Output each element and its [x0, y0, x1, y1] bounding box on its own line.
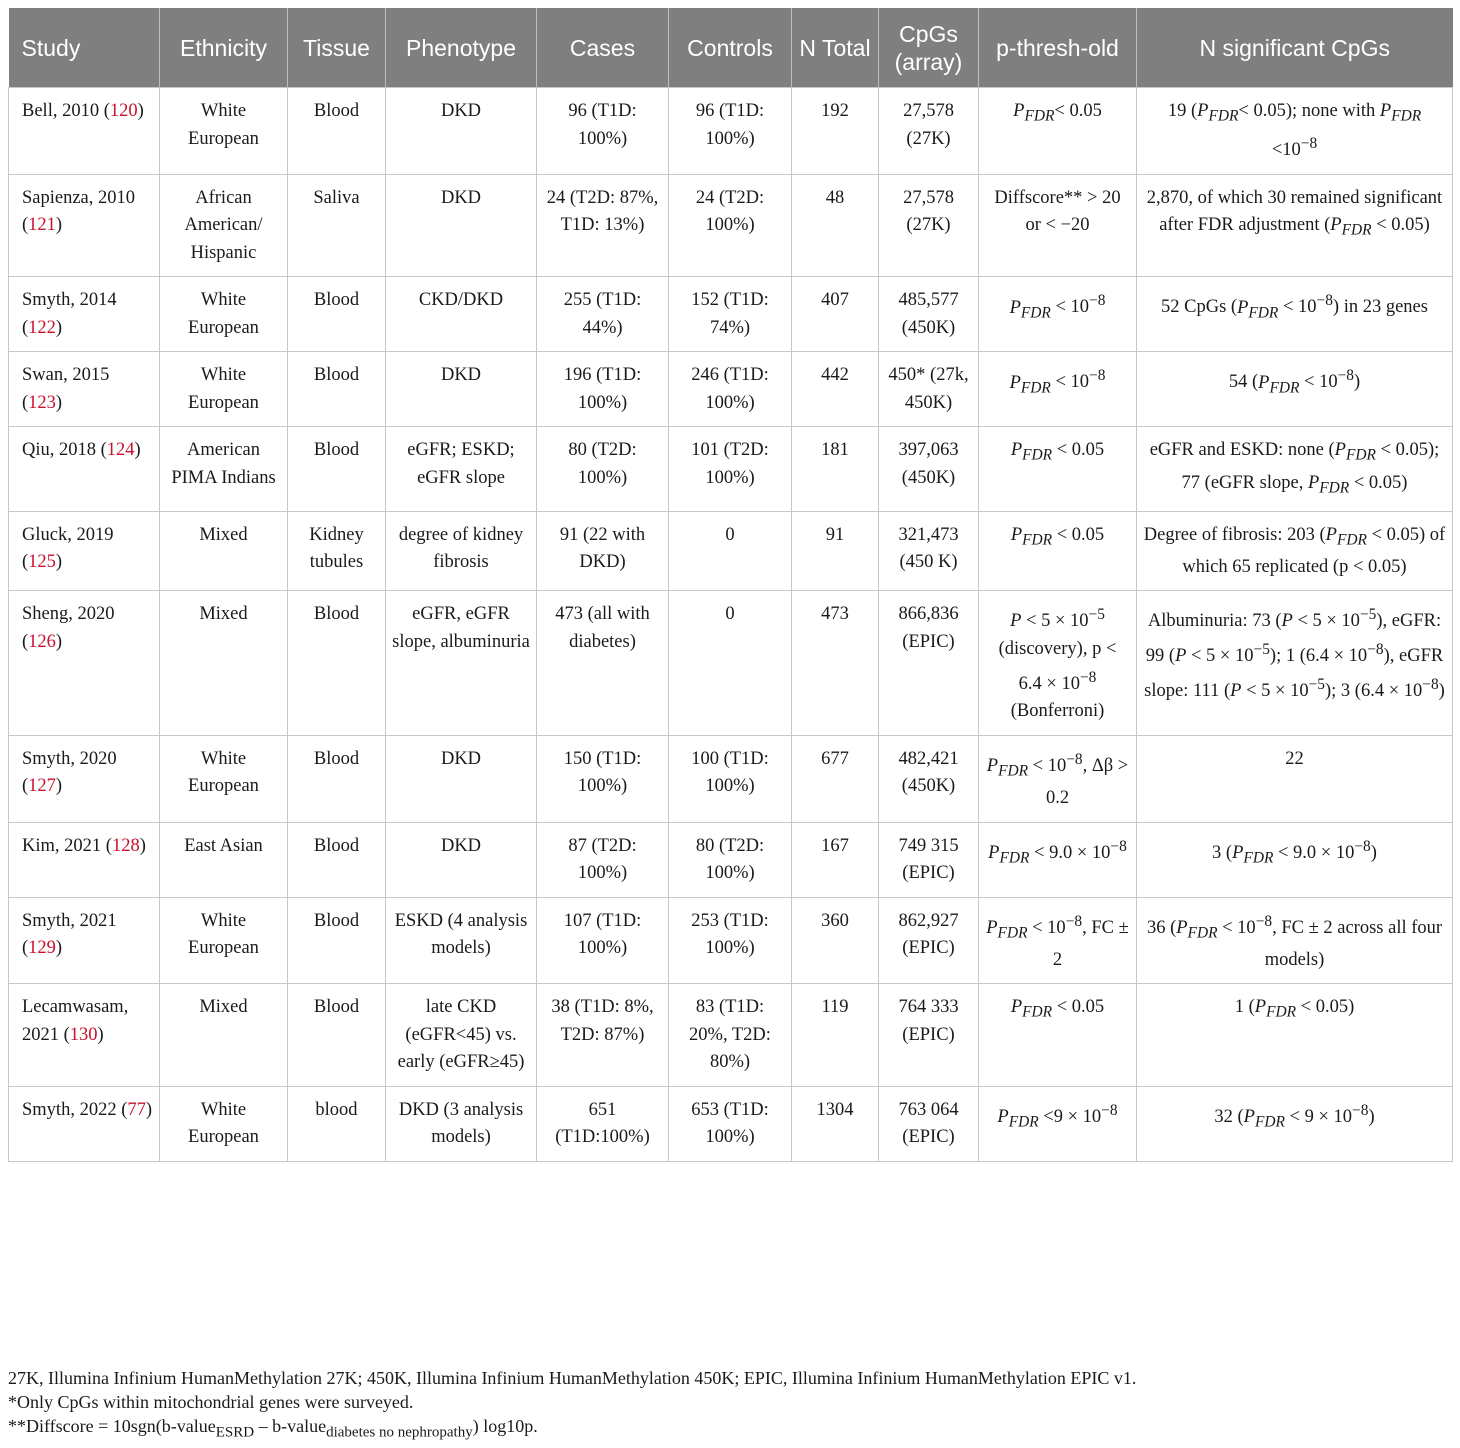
cell-controls: 80 (T2D: 100%) — [669, 822, 792, 897]
table-row — [9, 174, 1453, 277]
cell-phenotype: DKD — [386, 88, 537, 175]
reference-link[interactable]: 122 — [28, 317, 56, 338]
cell-study: Smyth, 2014 (122) — [9, 277, 160, 352]
cell-phenotype: DKD — [386, 174, 537, 277]
cell-phenotype: DKD (3 analysis models) — [386, 1086, 537, 1161]
cell-n-total: 119 — [792, 984, 879, 1087]
cell-cases: 91 (22 with DKD) — [537, 511, 669, 591]
cell-tissue: Blood — [288, 88, 386, 175]
cell-phenotype: DKD — [386, 735, 537, 822]
cell-n-total: 181 — [792, 427, 879, 511]
column-header-ethnicity: Ethnicity — [160, 8, 288, 88]
column-header-n-total: N Total — [792, 8, 879, 88]
cell-p-threshold: Diffscore** > 20 or < −20 — [979, 174, 1137, 277]
cell-tissue: Blood — [288, 984, 386, 1087]
column-header-controls: Controls — [669, 8, 792, 88]
table-row — [9, 897, 1453, 984]
cell-cpgs: 764 333 (EPIC) — [879, 984, 979, 1087]
study-name: Swan, 2015 — [22, 365, 110, 386]
cell-cases: 196 (T1D: 100%) — [537, 352, 669, 427]
column-header-cpgs-array: CpGs (array) — [879, 8, 979, 88]
cell-tissue: Blood — [288, 591, 386, 735]
column-header-tissue: Tissue — [288, 8, 386, 88]
cell-n-total: 48 — [792, 174, 879, 277]
cell-phenotype: late CKD (eGFR<45) vs. early (eGFR≥45) — [386, 984, 537, 1087]
cell-n-significant: 22 — [1137, 735, 1453, 822]
reference-link[interactable]: 130 — [69, 1024, 98, 1045]
cell-phenotype: CKD/DKD — [386, 277, 537, 352]
study-name: Smyth, 2022 — [22, 1099, 117, 1120]
cell-n-total: 360 — [792, 897, 879, 984]
cell-n-total: 1304 — [792, 1086, 879, 1161]
cell-cpgs: 397,063 (450K) — [879, 427, 979, 511]
table-row — [9, 352, 1453, 427]
table-row — [9, 277, 1453, 352]
reference-link[interactable]: 124 — [106, 440, 135, 461]
cell-controls: 152 (T1D: 74%) — [669, 277, 792, 352]
column-header-p-threshold: p-thresh-old — [979, 8, 1137, 88]
cell-tissue: Blood — [288, 277, 386, 352]
cell-cpgs: 862,927 (EPIC) — [879, 897, 979, 984]
study-name: Sheng, 2020 — [22, 604, 115, 625]
table-body — [9, 88, 1453, 1162]
reference-link[interactable]: 127 — [28, 776, 56, 797]
cell-controls: 24 (T2D: 100%) — [669, 174, 792, 277]
cell-cases: 87 (T2D: 100%) — [537, 822, 669, 897]
cell-tissue: Blood — [288, 735, 386, 822]
table-row — [9, 1086, 1453, 1161]
column-header-study: Study — [9, 8, 160, 88]
reference-link[interactable]: 126 — [28, 631, 56, 652]
cell-phenotype: DKD — [386, 352, 537, 427]
cell-cases: 107 (T1D: 100%) — [537, 897, 669, 984]
cell-study: Sapienza, 2010 (121) — [9, 174, 160, 277]
cell-cases: 96 (T1D: 100%) — [537, 88, 669, 175]
cell-study: Bell, 2010 (120) — [9, 88, 160, 175]
cell-ethnicity: White European — [160, 1086, 288, 1161]
cell-p-threshold: $P_{FDR} <9 \times 10^{-8}$ — [979, 1086, 1137, 1161]
cell-controls: 96 (T1D: 100%) — [669, 88, 792, 175]
table-header-row — [9, 8, 1453, 88]
table-row — [9, 88, 1453, 175]
cell-n-total: 442 — [792, 352, 879, 427]
cell-study: Smyth, 2020 (127) — [9, 735, 160, 822]
cell-cases: 651 (T1D:100%) — [537, 1086, 669, 1161]
cell-p-threshold: $P_{FDR} < 10^{-8}$ — [979, 277, 1137, 352]
cell-n-total: 407 — [792, 277, 879, 352]
cell-cases: 38 (T1D: 8%, T2D: 87%) — [537, 984, 669, 1087]
cell-controls: 101 (T2D: 100%) — [669, 427, 792, 511]
column-header-cases: Cases — [537, 8, 669, 88]
cell-controls: 653 (T1D: 100%) — [669, 1086, 792, 1161]
cell-study: Smyth, 2022 (77) — [9, 1086, 160, 1161]
cell-p-threshold: $P_{FDR} < 0.05$ — [979, 511, 1137, 591]
cell-p-threshold: $P_{FDR} < 9.0 \times 10^{-8}$ — [979, 822, 1137, 897]
cell-phenotype: DKD — [386, 822, 537, 897]
cell-p-threshold: $P_{FDR} < 10^{-8}$, FC ± 2 — [979, 897, 1137, 984]
cell-controls: 0 — [669, 511, 792, 591]
cell-n-significant: Degree of fibrosis: 203 $(P_{FDR} < 0.05)$ of which 65 replicated (p < 0.05) — [1137, 511, 1453, 591]
cell-study: Qiu, 2018 (124) — [9, 427, 160, 511]
table-row — [9, 511, 1453, 591]
cell-ethnicity: White European — [160, 352, 288, 427]
cell-ethnicity: Mixed — [160, 984, 288, 1087]
cell-p-threshold: $P_{FDR} < 0.05$ — [979, 427, 1137, 511]
table-row — [9, 735, 1453, 822]
cell-n-total: 91 — [792, 511, 879, 591]
column-header-phenotype: Phenotype — [386, 8, 537, 88]
cell-n-total: 167 — [792, 822, 879, 897]
cell-cpgs: 749 315 (EPIC) — [879, 822, 979, 897]
footnote: 27K, Illumina Infinium HumanMethylation 27K; 450K, Illumina Infinium HumanMethylation 450K; EPIC, Illumina Infinium HumanMethylation EPIC v1. — [8, 1368, 1137, 1388]
table-row — [9, 984, 1453, 1087]
cell-ethnicity: White European — [160, 88, 288, 175]
cell-p-threshold: $P_{FDR} < 0.05$ — [979, 984, 1137, 1087]
cell-tissue: Saliva — [288, 174, 386, 277]
cell-tissue: blood — [288, 1086, 386, 1161]
cell-ethnicity: Mixed — [160, 591, 288, 735]
reference-link[interactable]: 77 — [127, 1099, 146, 1120]
cell-cases: 150 (T1D: 100%) — [537, 735, 669, 822]
study-name: Qiu, 2018 — [22, 440, 96, 461]
footnote: **Diffscore = 10sgn(b-value$_{ESRD}$ – b-value$_{diabetes no nephropathy}$) log10p. — [8, 1416, 538, 1441]
cell-cpgs: 321,473 (450 K) — [879, 511, 979, 591]
cell-study: Sheng, 2020 (126) — [9, 591, 160, 735]
cell-n-significant: Albuminuria: 73 $(P < 5 \times 10^{-5})$, eGFR: 99 $(P < 5 \times 10^{-5})$; 1 $(6.4 \times 10^{-8})$, eGFR slope: 111 $(P < 5 \times 10^{-5})$; 3 $(6.4 \times 10^{-8})$ — [1137, 591, 1453, 735]
study-name: Smyth, 2020 — [22, 748, 117, 769]
cell-n-total: 192 — [792, 88, 879, 175]
cell-phenotype: eGFR, eGFR slope, albuminuria — [386, 591, 537, 735]
cell-cpgs: 482,421 (450K) — [879, 735, 979, 822]
table-row — [9, 427, 1453, 511]
cell-study: Lecamwasam, 2021 (130) — [9, 984, 160, 1087]
cell-controls: 0 — [669, 591, 792, 735]
study-name: Smyth, 2021 — [22, 910, 117, 931]
table-row — [9, 591, 1453, 735]
cell-cpgs: 485,577 (450K) — [879, 277, 979, 352]
cell-ethnicity: Mixed — [160, 511, 288, 591]
cell-n-significant: 52 CpGs $(P_{FDR} < 10^{-8})$ in 23 genes — [1137, 277, 1453, 352]
reference-link[interactable]: 121 — [28, 215, 56, 236]
cell-study: Swan, 2015 (123) — [9, 352, 160, 427]
cell-n-total: 677 — [792, 735, 879, 822]
cell-cases: 80 (T2D: 100%) — [537, 427, 669, 511]
cell-cpgs: 450* (27k, 450K) — [879, 352, 979, 427]
cell-n-significant: 36 ($P_{FDR} < 10^{-8}$, FC ± 2 across all four models) — [1137, 897, 1453, 984]
footnote: *Only CpGs within mitochondrial genes were surveyed. — [8, 1392, 414, 1412]
cell-tissue: Blood — [288, 822, 386, 897]
cell-tissue: Blood — [288, 897, 386, 984]
column-header-n-significant-cpgs: N significant CpGs — [1137, 8, 1453, 88]
cell-controls: 100 (T1D: 100%) — [669, 735, 792, 822]
cell-p-threshold: $P_{FDR}< 0.05$ — [979, 88, 1137, 175]
cell-tissue: Blood — [288, 352, 386, 427]
reference-link[interactable]: 123 — [28, 392, 56, 413]
cell-ethnicity: White European — [160, 897, 288, 984]
cell-n-significant: eGFR and ESKD: none $(P_{FDR} < 0.05)$; 77 (eGFR slope, $P_{FDR} < 0.05$) — [1137, 427, 1453, 511]
cell-ethnicity: East Asian — [160, 822, 288, 897]
study-name: Lecamwasam, 2021 — [22, 997, 129, 1045]
cell-n-significant: 54 $(P_{FDR} < 10^{-8})$ — [1137, 352, 1453, 427]
cell-phenotype: degree of kidney fibrosis — [386, 511, 537, 591]
cell-cases: 24 (T2D: 87%, T1D: 13%) — [537, 174, 669, 277]
cell-cpgs: 763 064 (EPIC) — [879, 1086, 979, 1161]
cell-tissue: Blood — [288, 427, 386, 511]
cell-n-significant: 32 $(P_{FDR} < 9 \times 10^{-8})$ — [1137, 1086, 1453, 1161]
cell-p-threshold: $P < 5 \times 10^{-5}$ (discovery), $p < 6.4 \times 10^{-8}$ (Bonferroni) — [979, 591, 1137, 735]
cell-tissue: Kidney tubules — [288, 511, 386, 591]
cell-n-significant: 3 $(P_{FDR} < 9.0 \times 10^{-8})$ — [1137, 822, 1453, 897]
table-row — [9, 822, 1453, 897]
study-name: Smyth, 2014 — [22, 290, 117, 311]
study-name: Sapienza, 2010 — [22, 187, 136, 208]
cell-n-significant: 1 $(P_{FDR} < 0.05)$ — [1137, 984, 1453, 1087]
table-footnotes — [8, 1366, 1452, 1445]
reference-link[interactable]: 128 — [111, 835, 140, 856]
cell-ethnicity: African American/ Hispanic — [160, 174, 288, 277]
cell-cases: 255 (T1D: 44%) — [537, 277, 669, 352]
cell-controls: 83 (T1D: 20%, T2D: 80%) — [669, 984, 792, 1087]
cell-ethnicity: American PIMA Indians — [160, 427, 288, 511]
cell-cpgs: 27,578 (27K) — [879, 88, 979, 175]
cell-n-significant: 19 $(P_{FDR}< 0.05)$; none with $P_{FDR} <10^{-8}$ — [1137, 88, 1453, 175]
cell-ethnicity: White European — [160, 277, 288, 352]
cell-cpgs: 866,836 (EPIC) — [879, 591, 979, 735]
cell-study: Gluck, 2019 (125) — [9, 511, 160, 591]
cell-p-threshold: $P_{FDR} < 10^{-8}$, Δβ > 0.2 — [979, 735, 1137, 822]
methylation-studies-table — [8, 8, 1453, 1162]
cell-p-threshold: $P_{FDR} < 10^{-8}$ — [979, 352, 1137, 427]
cell-study: Kim, 2021 (128) — [9, 822, 160, 897]
cell-controls: 253 (T1D: 100%) — [669, 897, 792, 984]
cell-controls: 246 (T1D: 100%) — [669, 352, 792, 427]
reference-link[interactable]: 125 — [28, 552, 56, 573]
cell-study: Smyth, 2021 (129) — [9, 897, 160, 984]
study-name: Gluck, 2019 — [22, 524, 114, 545]
cell-n-total: 473 — [792, 591, 879, 735]
cell-phenotype: eGFR; ESKD; eGFR slope — [386, 427, 537, 511]
study-name: Kim, 2021 — [22, 835, 102, 856]
cell-n-significant: 2,870, of which 30 remained significant after FDR adjustment $(P_{FDR} < 0.05)$ — [1137, 174, 1453, 277]
cell-ethnicity: White European — [160, 735, 288, 822]
reference-link[interactable]: 120 — [109, 101, 138, 121]
reference-link[interactable]: 129 — [28, 938, 56, 959]
cell-phenotype: ESKD (4 analysis models) — [386, 897, 537, 984]
study-name: Bell, 2010 — [22, 101, 100, 121]
cell-cases: 473 (all with diabetes) — [537, 591, 669, 735]
cell-cpgs: 27,578 (27K) — [879, 174, 979, 277]
